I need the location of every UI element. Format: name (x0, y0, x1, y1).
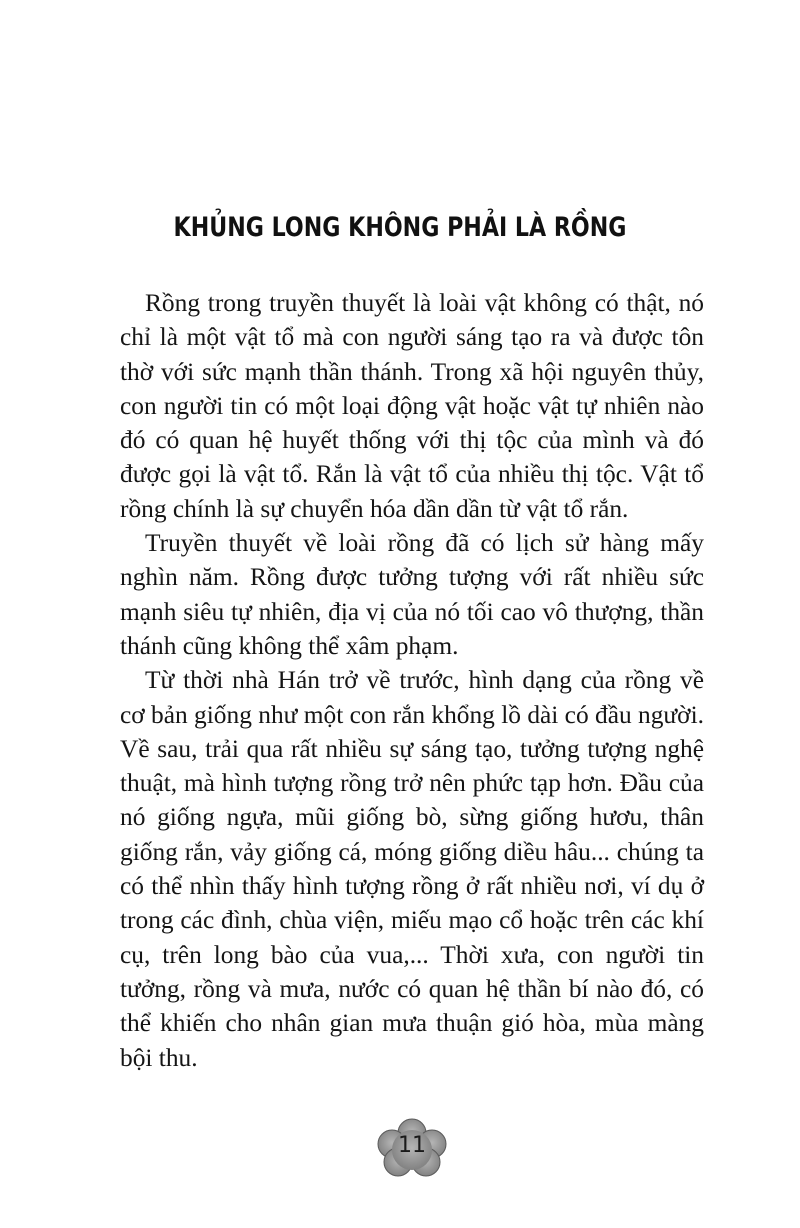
page-number-badge (376, 1118, 448, 1180)
chapter-title: KHỦNG LONG KHÔNG PHẢI LÀ RỒNG (173, 212, 627, 243)
paragraph-3: Từ thời nhà Hán trở về trước, hình dạng của rồng về cơ bản giống như một con rắn khổng lồ dài có đầu người. Về sau, trải qua rất nhiều sự sáng tạo, tưởng tượng nghệ thuật, mà hình tượng rồng trở nên phức tạp hơn. Đầu của nó giống ngựa, mũi giống bò, sừng giống hươu, thân giống rắn, vảy giống cá, móng giống diều hâu... chúng ta có thể nhìn thấy hình tượng rồng ở rất nhiều nơi, ví dụ ở trong các đình, chùa viện, miếu mạo cổ hoặc trên các khí cụ, trên long bào của vua,... Thời xưa, con người tin tưởng, rồng và mưa, nước có quan hệ thần bí nào đó, có thể khiến cho nhân gian mưa thuận gió hòa, mùa màng bội thu. (120, 666, 704, 1072)
paragraph-1: Rồng trong truyền thuyết là loài vật không có thật, nó chỉ là một vật tổ mà con người sáng tạo ra và được tôn thờ với sức mạnh thần thánh. Trong xã hội nguyên thủy, con người tin có một loại động vật hoặc vật tự nhiên nào đó có quan hệ huyết thống với thị tộc của mình và đó được gọi là vật tổ. Rắn là vật tổ của nhiều thị tộc. Vật tổ rồng chính là sự chuyển hóa dần dần từ vật tổ rắn. (120, 289, 704, 523)
page-number: 11 (398, 1133, 426, 1158)
paragraph-2: Truyền thuyết về loài rồng đã có lịch sử hàng mấy nghìn năm. Rồng được tưởng tượng với rất nhiều sức mạnh siêu tự nhiên, địa vị của nó tối cao vô thượng, thần thánh cũng không thể xâm phạm. (120, 529, 704, 660)
chapter-body (120, 286, 704, 1075)
